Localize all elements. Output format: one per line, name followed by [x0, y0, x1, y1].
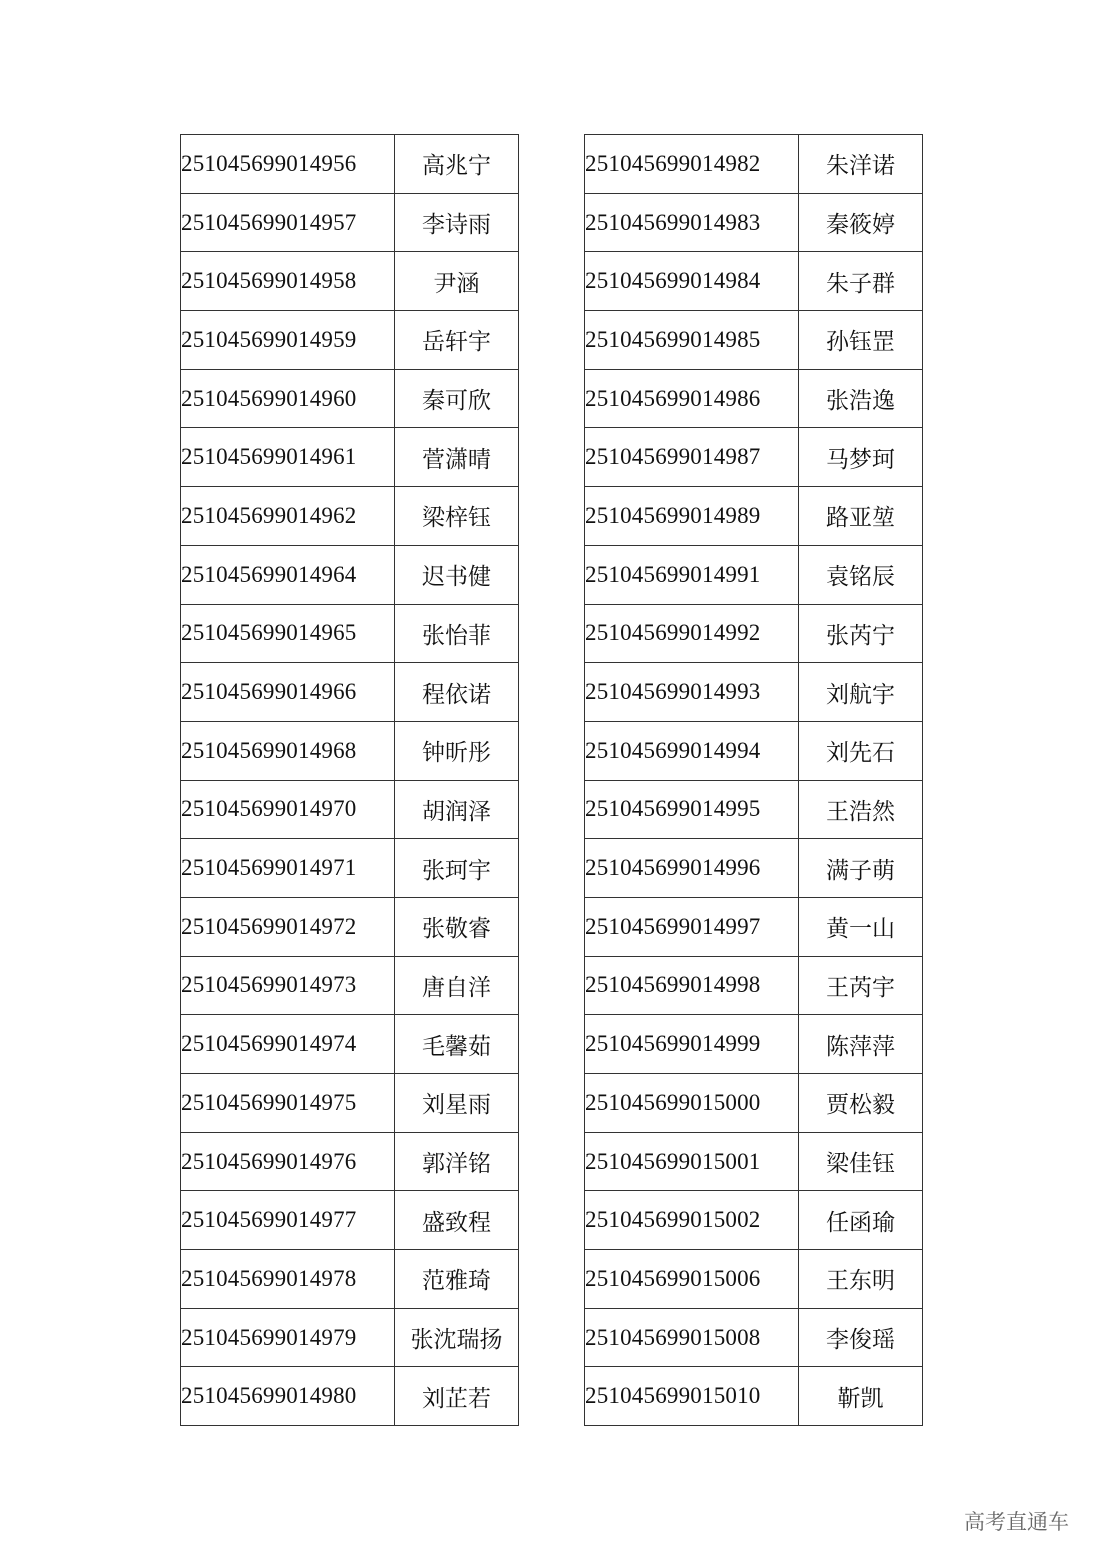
candidate-id-cell: 251045699015010 — [585, 1367, 799, 1426]
table-row — [585, 311, 923, 370]
candidate-name-cell: 刘星雨 — [395, 1074, 519, 1133]
table-row — [585, 252, 923, 311]
table-row — [181, 311, 519, 370]
candidate-name-cell: 程依诺 — [395, 663, 519, 722]
table-row — [181, 1074, 519, 1133]
table-row — [585, 193, 923, 252]
candidate-id-cell: 251045699014956 — [181, 135, 395, 194]
table-row — [585, 1308, 923, 1367]
table-row — [181, 1132, 519, 1191]
table-row — [181, 604, 519, 663]
candidate-id-cell: 251045699014976 — [181, 1132, 395, 1191]
table-row — [585, 487, 923, 546]
candidate-name-cell: 陈萍萍 — [799, 1015, 923, 1074]
candidate-id-cell: 251045699014991 — [585, 545, 799, 604]
candidate-name-cell: 李诗雨 — [395, 193, 519, 252]
table-row — [181, 252, 519, 311]
table-row — [585, 135, 923, 194]
table-row — [181, 1367, 519, 1426]
candidate-id-cell: 251045699014965 — [181, 604, 395, 663]
table-row — [181, 545, 519, 604]
table-row — [181, 135, 519, 194]
roster-table-left — [180, 134, 519, 1426]
table-row — [181, 897, 519, 956]
table-row — [181, 839, 519, 898]
candidate-id-cell: 251045699014998 — [585, 956, 799, 1015]
candidate-name-cell: 王东明 — [799, 1250, 923, 1309]
candidate-id-cell: 251045699014977 — [181, 1191, 395, 1250]
table-row — [181, 780, 519, 839]
candidate-name-cell: 路亚堃 — [799, 487, 923, 546]
candidate-name-cell: 黄一山 — [799, 897, 923, 956]
candidate-name-cell: 范雅琦 — [395, 1250, 519, 1309]
candidate-name-cell: 岳轩宇 — [395, 311, 519, 370]
candidate-id-cell: 251045699014974 — [181, 1015, 395, 1074]
candidate-id-cell: 251045699014971 — [181, 839, 395, 898]
candidate-id-cell: 251045699014964 — [181, 545, 395, 604]
candidate-name-cell: 梁梓钰 — [395, 487, 519, 546]
table-row — [585, 1367, 923, 1426]
candidate-name-cell: 张珂宇 — [395, 839, 519, 898]
table-row — [181, 193, 519, 252]
candidate-name-cell: 袁铭辰 — [799, 545, 923, 604]
candidate-id-cell: 251045699015000 — [585, 1074, 799, 1133]
candidate-name-cell: 张浩逸 — [799, 369, 923, 428]
candidate-id-cell: 251045699014979 — [181, 1308, 395, 1367]
table-row — [585, 428, 923, 487]
candidate-name-cell: 靳凯 — [799, 1367, 923, 1426]
candidate-name-cell: 张敬睿 — [395, 897, 519, 956]
candidate-id-cell: 251045699014972 — [181, 897, 395, 956]
table-row — [181, 369, 519, 428]
candidate-name-cell: 梁佳钰 — [799, 1132, 923, 1191]
table-row — [585, 369, 923, 428]
candidate-id-cell: 251045699014986 — [585, 369, 799, 428]
candidate-id-cell: 251045699014992 — [585, 604, 799, 663]
candidate-id-cell: 251045699014968 — [181, 721, 395, 780]
candidate-id-cell: 251045699014980 — [181, 1367, 395, 1426]
candidate-id-cell: 251045699014975 — [181, 1074, 395, 1133]
candidate-name-cell: 贾松毅 — [799, 1074, 923, 1133]
table-row — [585, 1015, 923, 1074]
candidate-name-cell: 李俊瑶 — [799, 1308, 923, 1367]
candidate-id-cell: 251045699014985 — [585, 311, 799, 370]
candidate-name-cell: 秦筱婷 — [799, 193, 923, 252]
candidate-name-cell: 王芮宇 — [799, 956, 923, 1015]
table-row — [181, 956, 519, 1015]
candidate-id-cell: 251045699014978 — [181, 1250, 395, 1309]
candidate-name-cell: 秦可欣 — [395, 369, 519, 428]
candidate-id-cell: 251045699014987 — [585, 428, 799, 487]
table-row — [585, 663, 923, 722]
candidate-id-cell: 251045699014989 — [585, 487, 799, 546]
table-row — [585, 1191, 923, 1250]
candidate-name-cell: 盛致程 — [395, 1191, 519, 1250]
table-row — [181, 721, 519, 780]
table-row — [585, 1074, 923, 1133]
candidate-id-cell: 251045699014966 — [181, 663, 395, 722]
candidate-id-cell: 251045699014996 — [585, 839, 799, 898]
candidate-name-cell: 尹涵 — [395, 252, 519, 311]
candidate-name-cell: 朱子群 — [799, 252, 923, 311]
table-row — [181, 1191, 519, 1250]
candidate-id-cell: 251045699015001 — [585, 1132, 799, 1191]
candidate-name-cell: 刘芷若 — [395, 1367, 519, 1426]
candidate-id-cell: 251045699014960 — [181, 369, 395, 428]
table-row — [181, 487, 519, 546]
candidate-id-cell: 251045699014999 — [585, 1015, 799, 1074]
table-row — [585, 897, 923, 956]
table-row — [181, 428, 519, 487]
candidate-id-cell: 251045699014995 — [585, 780, 799, 839]
table-row — [181, 1015, 519, 1074]
candidate-id-cell: 251045699014984 — [585, 252, 799, 311]
table-row — [585, 839, 923, 898]
candidate-name-cell: 迟书健 — [395, 545, 519, 604]
candidate-name-cell: 张沈瑞扬 — [395, 1308, 519, 1367]
candidate-id-cell: 251045699014994 — [585, 721, 799, 780]
candidate-id-cell: 251045699014970 — [181, 780, 395, 839]
candidate-name-cell: 唐自洋 — [395, 956, 519, 1015]
candidate-name-cell: 高兆宁 — [395, 135, 519, 194]
candidate-name-cell: 满子萌 — [799, 839, 923, 898]
candidate-id-cell: 251045699014962 — [181, 487, 395, 546]
roster-table-right — [584, 134, 923, 1426]
candidate-name-cell: 胡润泽 — [395, 780, 519, 839]
candidate-name-cell: 菅潇晴 — [395, 428, 519, 487]
candidate-id-cell: 251045699014957 — [181, 193, 395, 252]
candidate-id-cell: 251045699014983 — [585, 193, 799, 252]
candidate-id-cell: 251045699015002 — [585, 1191, 799, 1250]
candidate-name-cell: 马梦珂 — [799, 428, 923, 487]
table-row — [585, 956, 923, 1015]
candidate-name-cell: 朱洋诺 — [799, 135, 923, 194]
candidate-id-cell: 251045699014973 — [181, 956, 395, 1015]
candidate-id-cell: 251045699014982 — [585, 135, 799, 194]
candidate-name-cell: 王浩然 — [799, 780, 923, 839]
candidate-name-cell: 张芮宁 — [799, 604, 923, 663]
table-row — [181, 1250, 519, 1309]
table-row — [585, 604, 923, 663]
table-row — [181, 663, 519, 722]
candidate-name-cell: 郭洋铭 — [395, 1132, 519, 1191]
table-row — [585, 780, 923, 839]
candidate-name-cell: 孙钰罡 — [799, 311, 923, 370]
candidate-name-cell: 刘航宇 — [799, 663, 923, 722]
candidate-name-cell: 刘先石 — [799, 721, 923, 780]
candidate-id-cell: 251045699015006 — [585, 1250, 799, 1309]
table-row — [585, 545, 923, 604]
candidate-name-cell: 张怡菲 — [395, 604, 519, 663]
table-row — [585, 1132, 923, 1191]
candidate-name-cell: 毛馨茹 — [395, 1015, 519, 1074]
candidate-id-cell: 251045699014961 — [181, 428, 395, 487]
candidate-id-cell: 251045699014997 — [585, 897, 799, 956]
candidate-name-cell: 钟昕彤 — [395, 721, 519, 780]
candidate-id-cell: 251045699014958 — [181, 252, 395, 311]
table-row — [585, 721, 923, 780]
table-row — [585, 1250, 923, 1309]
candidate-id-cell: 251045699015008 — [585, 1308, 799, 1367]
candidate-name-cell: 任函瑜 — [799, 1191, 923, 1250]
table-row — [181, 1308, 519, 1367]
candidate-id-cell: 251045699014959 — [181, 311, 395, 370]
candidate-id-cell: 251045699014993 — [585, 663, 799, 722]
watermark: 高考直通车 — [964, 1510, 1069, 1534]
